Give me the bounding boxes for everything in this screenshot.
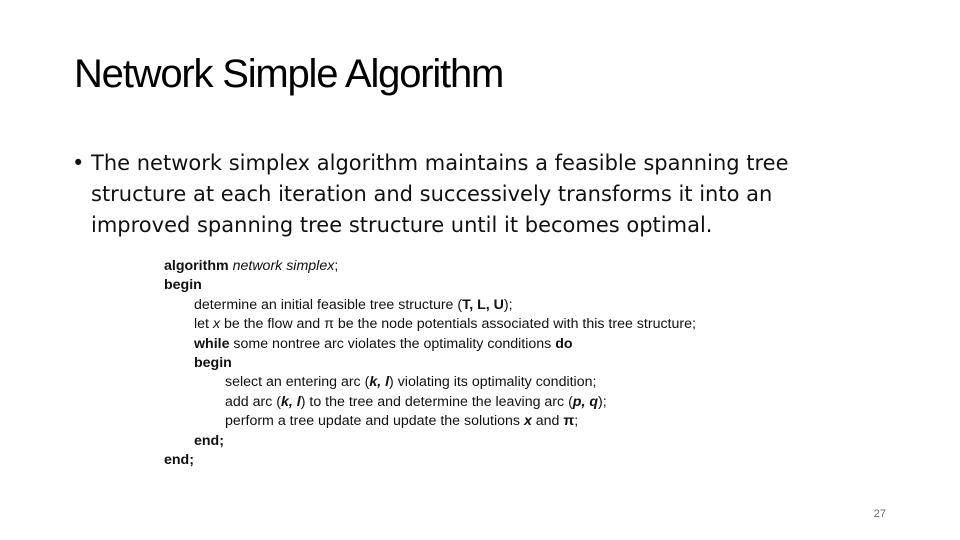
slide-title: Network Simple Algorithm [74,52,504,96]
bullet-point [72,148,872,241]
algo-line-9-a: perform a tree update and update the solutions [225,413,524,430]
algo-line-3-a: determine an initial feasible tree structure ( [194,296,463,313]
algo-line-4-b: x [212,316,221,333]
algo-line-9-c: and [531,413,564,430]
page-number: 27 [873,508,886,520]
algo-line-5 [164,335,696,354]
algo-line-5-b: some nontree arc violates the optimality conditions [229,335,556,352]
algo-line-7-b: k, l [369,374,390,391]
algo-line-8-e: ); [598,393,607,410]
algo-line-9-d: π [563,413,575,430]
algo-line-8-b: k, l [281,393,301,410]
algo-line-11: end; [164,451,194,468]
algo-line-9 [164,412,696,431]
algo-line-4-d: π [324,316,334,333]
algo-line-4-a: let [194,316,213,333]
algo-line-10: end; [194,432,224,449]
algo-line-7-c: ) violating its optimality condition; [389,374,597,391]
algo-line-4-e: be the node potentials associated with this tree structure; [333,316,696,333]
algo-line-8-c: ) to the tree and determine the leaving arc ( [300,393,573,410]
algo-line-1-end: ; [334,258,339,274]
algo-line-2: begin [164,277,202,294]
algo-line-4 [164,315,696,334]
bullet-dot: • [72,151,85,175]
algo-line-8-a: add arc ( [225,393,281,410]
bullet-text: The network simplex algorithm maintains a feasible spanning tree structure at each iteration and successively transforms it into an improved spanning tree structure until it becomes optimal. [91,151,789,237]
algo-line-8 [164,393,696,412]
keyword-while: while [194,335,230,352]
keyword-do: do [555,335,573,352]
algo-line-3-b: T, L, U [462,296,504,313]
algo-line-9-e: ; [574,413,579,430]
algo-line-4-c: be the flow and [220,316,325,333]
algo-line-7 [164,373,696,392]
algo-line-3-c: ); [503,296,513,313]
keyword-algorithm: algorithm [164,258,229,274]
algorithm-pseudocode [164,257,696,470]
algo-line-6: begin [194,354,232,371]
algo-line-3 [164,296,696,315]
algo-line-1 [164,257,696,276]
algo-line-7-a: select an entering arc ( [225,374,370,391]
algo-line-8-d: p, q [572,393,599,410]
algo-line-9-b: x [523,413,532,430]
algorithm-name: network simplex [232,258,335,274]
